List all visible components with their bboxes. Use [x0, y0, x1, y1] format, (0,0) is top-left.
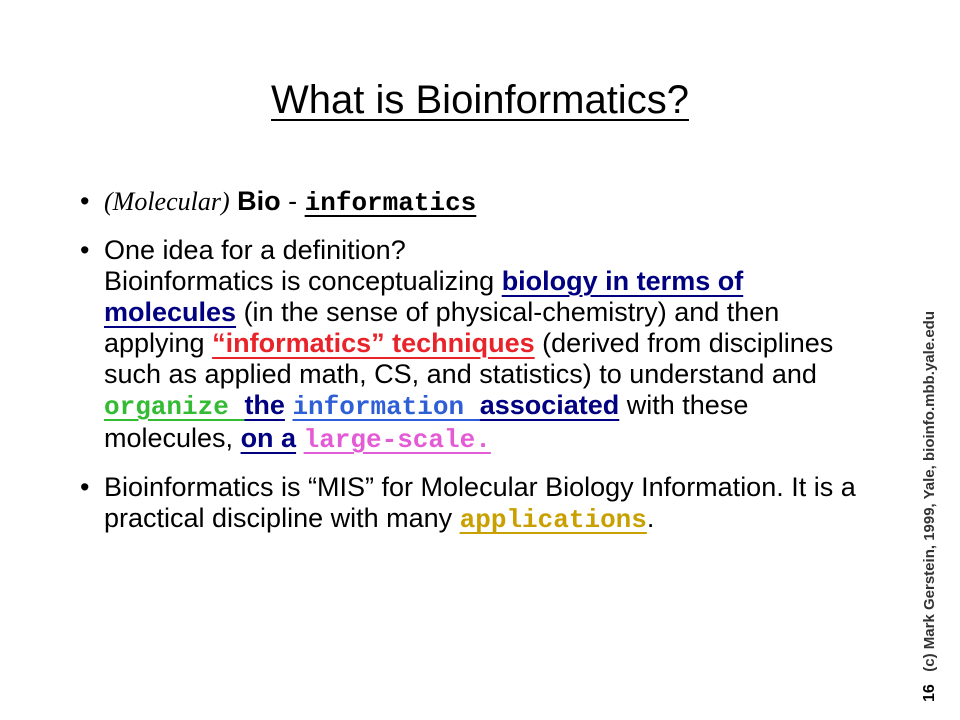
large-scale-term: large-scale. [303, 425, 491, 455]
definition-text-1: Bioinformatics is conceptualizing [104, 266, 502, 296]
copyright-credit: (c) Mark Gerstein, 1999, Yale, bioinfo.mbb.yale.edu [921, 311, 938, 672]
associated-term: associated [479, 390, 620, 420]
bullet-list [80, 186, 880, 552]
bullet-item-mis [80, 472, 880, 536]
definition-text-5: with these molecules, [104, 390, 749, 453]
bio-text: Bio [237, 186, 281, 216]
applications-term: applications [459, 505, 647, 535]
footer-text [921, 311, 939, 702]
definition-text-2: (in the sense of physical-chemistry) and then applying [104, 297, 780, 358]
slide-footer [915, 200, 945, 702]
slide-title: What is Bioinformatics? [271, 78, 689, 122]
information-term: information [292, 392, 480, 422]
bullet-item-definition [80, 235, 880, 456]
on-a-term: on a [240, 423, 297, 453]
definition-text-3: (derived from disciplines such as applied math, CS, and statistics) to understand and [104, 328, 834, 389]
molecular-text: (Molecular) [104, 187, 230, 216]
dash-text: - [280, 186, 305, 216]
informatics-mono-text: informatics [304, 188, 477, 218]
page-number: 16 [921, 684, 938, 702]
biology-in-terms-of-molecules: biology in terms of molecules [104, 266, 744, 327]
mis-text-2: . [646, 503, 655, 533]
mis-text-1: Bioinformatics is “MIS” for Molecular Biology Information. It is a practical discipline with many [104, 472, 856, 533]
definition-body [104, 266, 880, 456]
the-term: the [244, 390, 285, 420]
informatics-techniques: “informatics” techniques [212, 328, 535, 358]
organize-term: organize [104, 392, 245, 422]
definition-text-6 [296, 423, 304, 453]
definition-intro: • One idea for a definition? [104, 235, 406, 265]
bullet-item-bio-informatics [80, 186, 880, 219]
